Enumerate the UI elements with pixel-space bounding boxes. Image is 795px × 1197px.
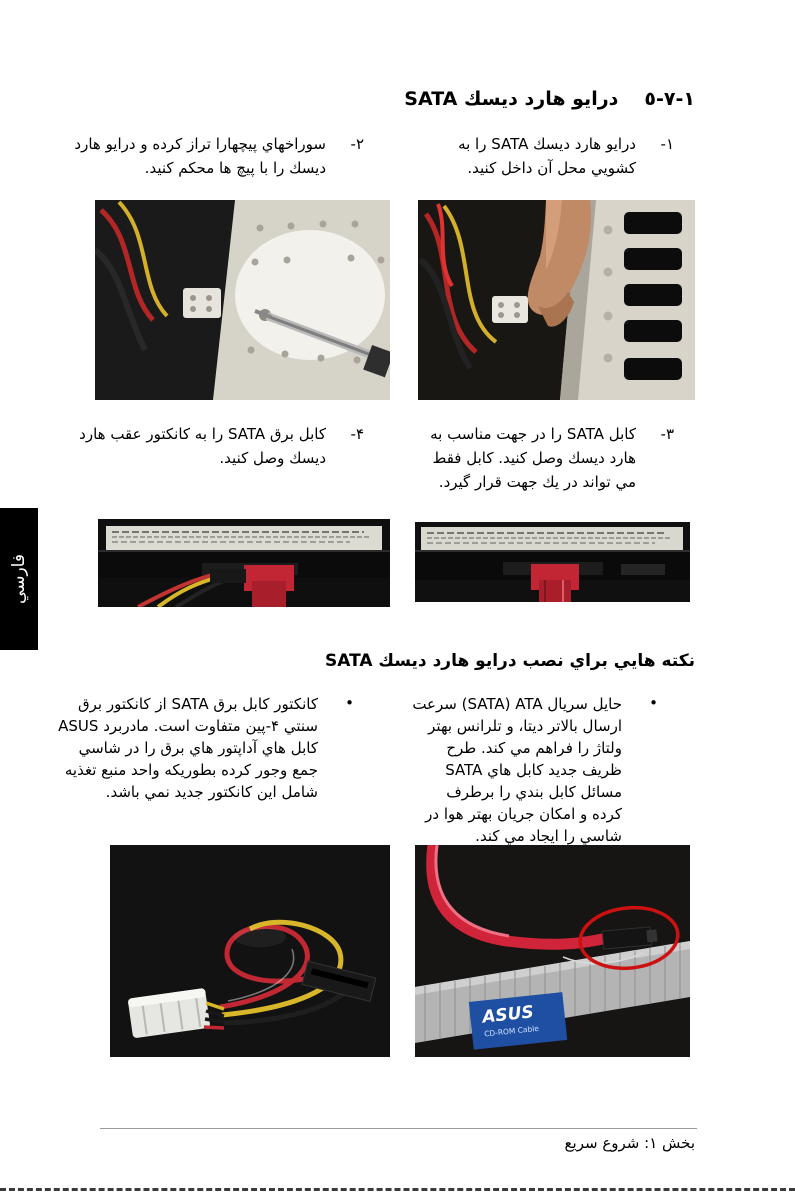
section-title: درايو هارد ديسك SATA [404,88,619,110]
page-bottom-dashed-line [0,1188,795,1191]
photo-insert-drive [418,200,695,400]
section-heading [404,88,695,110]
photo-sata-power-cable [98,519,390,607]
photo-sata-vs-ide-cable [415,845,690,1057]
step-1-text: درايو هارد ديسك SATA را به كشويي محل آن داخل كنيد. [458,135,636,177]
step-1 [412,132,676,180]
step-2-text: سوراخهاي پيچهارا تراز كرده و درايو هارد ديسك را با پيچ ها محكم كنيد. [74,135,326,177]
tip-text-sata-speed: حايل سريال ‎(SATA) ATA سرعت ارسال بالاتر ديتا، و تلرانس بهتر ولتاژ را فراهم مي كند. طرح ظريف جديد كابل هاي SATA مسائل كابل بندي را برطرف كرده و امكان جريان بهتر هوا در شاسي را ايجاد مي كند. [412,695,622,845]
step-4 [62,422,366,470]
photo-sata-data-cable [415,522,690,602]
language-side-tab [0,508,38,650]
step-2-number: ٢- [350,135,364,153]
tip-bullet-power-connector [56,693,360,803]
asus-cdrom-label [469,992,568,1050]
step-3-text: كابل SATA را در جهت مناسب به هارد ديسك وصل كنيد. كابل فقط مي تواند در يك جهت قرار گيرد. [430,425,636,491]
step-4-number: ۴- [350,425,364,443]
step-3-number: ٣- [660,425,674,443]
footer-divider [100,1128,697,1129]
step-4-text: كابل برق SATA را به كانكتور عقب هارد ديسك وصل كنيد. [79,425,326,467]
language-side-tab-label: فارسي [9,554,29,604]
section-number: ١-٧-٥ [644,88,695,110]
photo-secure-screws [95,200,390,400]
bullet-icon: • [649,694,658,712]
step-2 [62,132,366,180]
tips-heading: نكته هايي براي نصب درايو هارد ديسك SATA [324,651,695,671]
photo-power-adapter-cable [110,845,390,1057]
tip-text-power-connector: كانكتور كابل برق SATA از كانكتور برق سنتي ۴-پين متفاوت است. مادربرد ASUS كابل هاي آداپتور هاي برق را در شاسي جمع وجور كرده بطوريكه واحد منبع تغذيه شامل اين كانكتور جديد نمي باشد. [58,695,318,801]
asus-brand-text: ASUS [481,1002,535,1028]
tip-bullet-sata-speed [412,693,664,847]
cdrom-cable-text: CD-ROM Cable [483,1023,540,1039]
bullet-icon: • [345,694,354,712]
step-1-number: ١- [660,135,674,153]
footer-chapter-label: بخش ١: شروع سريع [564,1134,695,1152]
step-3 [412,422,676,494]
